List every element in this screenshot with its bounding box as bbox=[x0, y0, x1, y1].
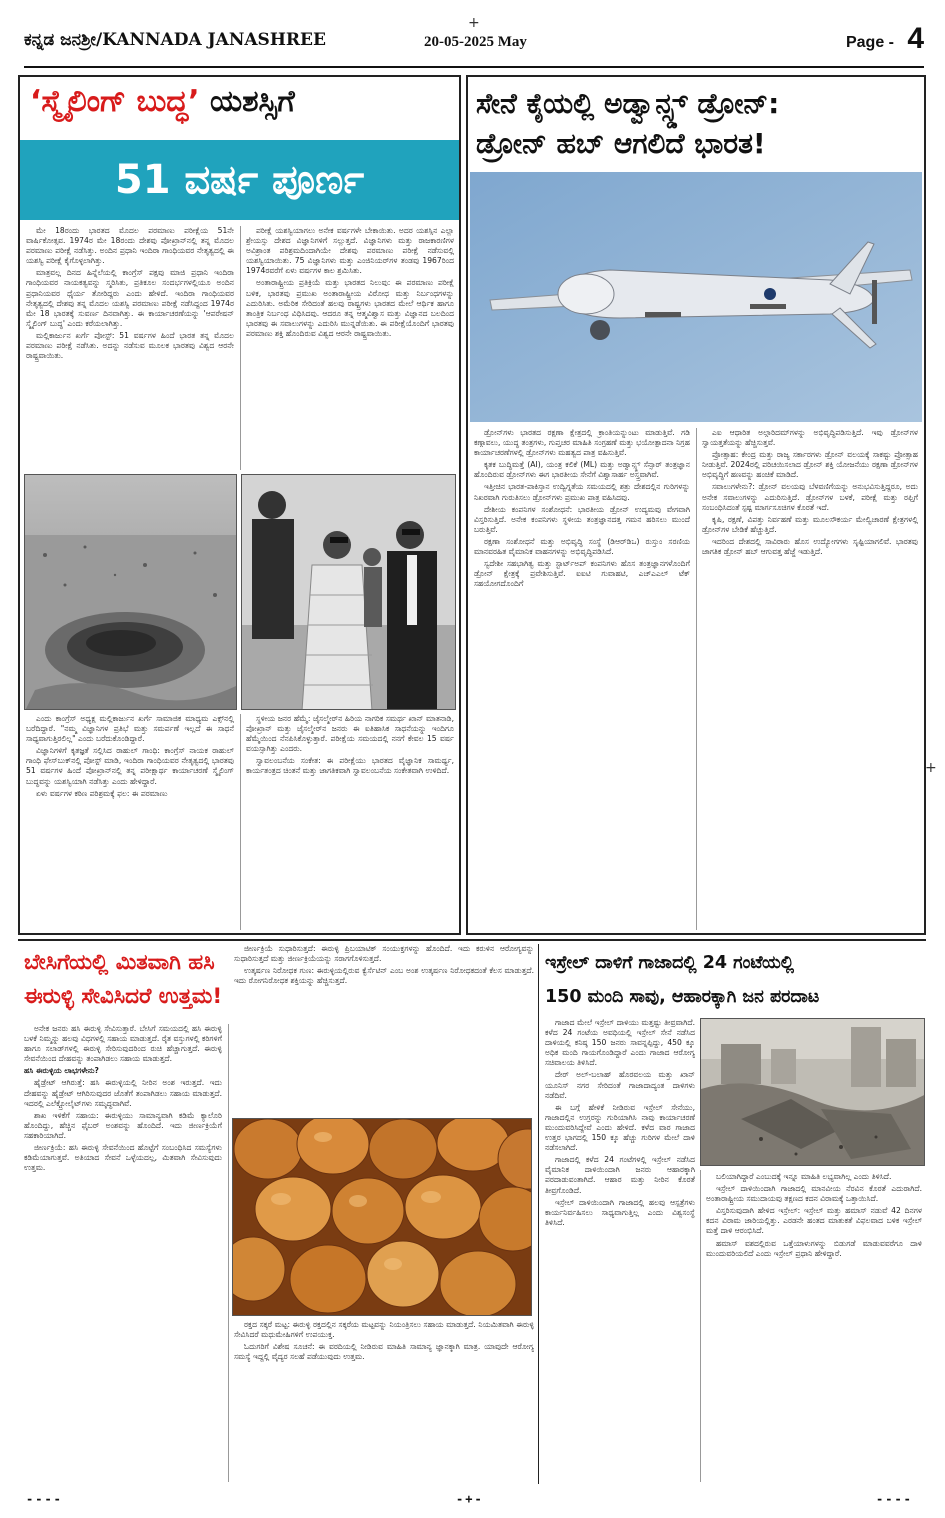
onions-photo-svg bbox=[233, 1119, 532, 1316]
story1-col-divider-bottom bbox=[240, 714, 241, 930]
footer-mark-right: ---- bbox=[876, 1492, 913, 1506]
story4-col2-p2: ಇಸ್ರೇಲ್ ದಾಳಿಯಿಂದಾಗಿ ಗಾಜಾದಲ್ಲಿ ಮಾನವೀಯ ನೆರವಿನ ಕೊರತೆ ಎದುರಾಗಿದೆ. ಅಂತಾರಾಷ್ಟ್ರೀಯ ಸಮುದಾಯವು ತಕ್ಷಣದ ಕದನ ವಿರಾಮಕ್ಕೆ ಒತ್ತಾಯಿಸಿದೆ. bbox=[706, 1184, 922, 1204]
story3-col1-p3: ಶಾಖ ಇಳಿಕೆಗೆ ಸಹಾಯ: ಈರುಳ್ಳಿಯು ಸಾಮಾನ್ಯವಾಗಿ ಕಡಿಮೆ ಕ್ಯಾಲೊರಿ ಹೊಂದಿದ್ದು, ಹೆಚ್ಚಿನ ಫೈಬರ್ ಅಂಶವನ್ನು ಹೊಂದಿದೆ. ಇದು ಜೀರ್ಣಕ್ರಿಯೆಗೆ ಸಹಕಾರಿಯಾಗಿದೆ. bbox=[24, 1110, 222, 1140]
story2-col2-p2: ಪ್ರೋತ್ಸಾಹ: ಕೇಂದ್ರ ಮತ್ತು ರಾಜ್ಯ ಸರ್ಕಾರಗಳು ಡ್ರೋನ್ ವಲಯಕ್ಕೆ ಸಾಕಷ್ಟು ಪ್ರೋತ್ಸಾಹ ನೀಡುತ್ತಿವೆ. 2024ರಲ್ಲಿ ಪರಿಚಯಿಸಲಾದ ಡ್ರೋನ್ ಶಕ್ತಿ ಯೋಜನೆಯು ರಕ್ಷಣಾ ಡ್ರೋನ್‌ಗಳ ಅಭಿವೃದ್ಧಿಗೆ ಹಣವನ್ನು ಹಂಚಿಕೆ ಮಾಡಿದೆ. bbox=[702, 450, 918, 480]
visit-photo-svg bbox=[242, 475, 456, 710]
footer-mark-center: -+- bbox=[456, 1492, 484, 1506]
story1-headline bbox=[30, 85, 450, 120]
story3-col1 bbox=[24, 1024, 222, 1482]
gaza-photo-svg bbox=[701, 1019, 925, 1166]
story2-col2-p3: ಸವಾಲುಗಳೇನು?: ಡ್ರೋನ್ ವಲಯವು ಬೆಳವಣಿಗೆಯನ್ನು ಅನುಭವಿಸುತ್ತಿದ್ದರೂ, ಅದು ಅನೇಕ ಸವಾಲುಗಳನ್ನು ಎದುರಿಸುತ್ತಿದೆ. ಡ್ರೋನ್‌ಗಳ ಬಳಕೆ, ಪರೀಕ್ಷೆ ಮತ್ತು ರಫ್ತಿಗೆ ಸಂಬಂಧಿಸಿದಂತೆ ಸ್ಪಷ್ಟ ಮಾರ್ಗಸೂಚಿಗಳ ಕೊರತೆ ಇದೆ. bbox=[702, 482, 918, 512]
story2-col2 bbox=[702, 428, 918, 930]
story1-col2-p2: ಅಂತಾರಾಷ್ಟ್ರೀಯ ಪ್ರತಿಕ್ರಿಯೆ ಮತ್ತು ಭಾರತದ ನಿಲುವು: ಈ ಪರಮಾಣು ಪರೀಕ್ಷೆ ಬಳಿಕ, ಭಾರತವು ಪ್ರಮುಖ ಅಂತಾರಾಷ್ಟ್ರೀಯ ವಿರೋಧ ಮತ್ತು ನಿರ್ಬಂಧಗಳನ್ನು ಎದುರಿಸಿತು. ಅಮೆರಿಕ ಸೇರಿದಂತೆ ಹಲವು ರಾಷ್ಟ್ರಗಳು ಭಾರತದ ಮೇಲೆ ಆರ್ಥಿಕ ಹಾಗೂ ತಾಂತ್ರಿಕ ನಿರ್ಬಂಧ ವಿಧಿಸಿದವು. ಆದರೂ ತನ್ನ ಆತ್ಮವಿಶ್ವಾಸ ಮತ್ತು ವಿಜ್ಞಾನದ ಬಲದಿಂದ ಭಾರತವು ಈ ಸವಾಲುಗಳನ್ನು ಎದುರಿಸಿ ಮುನ್ನಡೆಯಿತು. ಈ ಪರೀಕ್ಷೆಯೊಂದಿಗೆ ಭಾರತವು ಪರಮಾಣು ಶಕ್ತಿ ಹೊಂದಿರುವ ವಿಶ್ವದ ಆರನೇ ರಾಷ್ಟ್ರವಾಯಿತು. bbox=[246, 278, 454, 338]
crater-photo-svg bbox=[25, 475, 237, 710]
masthead bbox=[24, 22, 924, 68]
story1-banner-text: 51 ವರ್ಷ ಪೂರ್ಣ bbox=[114, 157, 365, 203]
page-label: Page - bbox=[845, 34, 894, 51]
story3-col1-subhead: ಹಸಿ ಈರುಳ್ಳಿಯ ಲಾಭಗಳೇನು? bbox=[24, 1066, 99, 1076]
story1-col1-p1: ಮೇ 18ರಂದು ಭಾರತದ ಮೊದಲ ಪರಮಾಣು ಪರೀಕ್ಷೆಯ 51ನೇ ವಾರ್ಷಿಕೋತ್ಸವ. 1974ರ ಮೇ 18ರಂದು ದೇಶವು ಪೋಖ್ರಾನ್‌ನಲ್ಲಿ ತನ್ನ ಮೊದಲ ಪರಮಾಣು ಪರೀಕ್ಷೆ ನಡೆಸಿತ್ತು. ಅಂದಿನ ಪ್ರಧಾನಿ ಇಂದಿರಾ ಗಾಂಧಿಯವರ ನೇತೃತ್ವದಲ್ಲಿ ಈ ಯಶಸ್ವಿ ಪರೀಕ್ಷೆ ಕೈಗೊಳ್ಳಲಾಗಿತ್ತು. bbox=[26, 226, 234, 266]
onions-photo bbox=[232, 1118, 532, 1316]
indira-gandhi-visit-photo bbox=[241, 474, 456, 710]
issue-date: 20-05-2025 May bbox=[424, 34, 527, 50]
story1-col4 bbox=[246, 714, 454, 930]
story4-col2 bbox=[706, 1172, 922, 1482]
story4-headline bbox=[545, 946, 930, 1014]
story2-col1-p5: ರಕ್ಷಣಾ ಸಂಶೋಧನೆ ಮತ್ತು ಅಭಿವೃದ್ಧಿ ಸಂಸ್ಥೆ (ಡಿಆರ್‌ಡಿಒ) ರುಸ್ತುಂ ಸರಣಿಯ ಮಾನವರಹಿತ ವೈಮಾನಿಕ ವಾಹನಗಳನ್ನು ಅಭಿವೃದ್ಧಿಪಡಿಸಿದೆ. bbox=[474, 536, 690, 557]
story3-col2-p1: ಜೀರ್ಣಕ್ರಿಯೆ ಸುಧಾರಿಸುತ್ತದೆ: ಈರುಳ್ಳಿ ಪ್ರಿಬಯಾಟಿಕ್ ಸಂಯುಕ್ತಗಳನ್ನು ಹೊಂದಿದೆ. ಇದು ಕರುಳಿನ ಆರೋಗ್ಯವನ್ನು ಸುಧಾರಿಸುತ್ತದೆ ಮತ್ತು ಜೀರ್ಣಕ್ರಿಯೆಯನ್ನು ಸರಾಗಗೊಳಿಸುತ್ತದೆ. bbox=[234, 944, 534, 964]
story2-col1-p3: ಇತ್ತೀಚಿನ ಭಾರತ-ಪಾಕಿಸ್ತಾನ ಉದ್ವಿಗ್ನತೆಯ ಸಮಯದಲ್ಲಿ ಶತ್ರು ದೇಶದಲ್ಲಿನ ಗುರಿಗಳನ್ನು ನಿಖರವಾಗಿ ಗುರುತಿಸಲು ಡ್ರೋನ್‌ಗಳು ಪ್ರಮುಖ ಪಾತ್ರ ವಹಿಸಿದವು. bbox=[474, 482, 690, 502]
story4-col-divider bbox=[700, 1170, 701, 1482]
publication-name: ಕನ್ನಡ ಜನಶ್ರೀ/KANNADA JANASHREE bbox=[24, 30, 326, 50]
story1-col3-p3: ಏಳು ವರ್ಷಗಳ ಕಠಿಣ ಪರಿಶ್ರಮಕ್ಕೆ ಫಲ: ಈ ಪರಮಾಣು bbox=[36, 788, 168, 798]
story1-col4-p2: ಸ್ವಾವಲಂಬನೆಯ ಸಂಕೇತ: ಈ ಪರೀಕ್ಷೆಯು ಭಾರತದ ವೈಜ್ಞಾನಿಕ ಸಾಮರ್ಥ್ಯ, ಕಾರ್ಯತಂತ್ರದ ಚಿಂತನೆ ಮತ್ತು ಜಾಗತಿಕವಾಗಿ ಸ್ವಾವಲಂಬನೆಯ ಸಂಕೇತವಾಗಿ ಉಳಿದಿದೆ. bbox=[246, 756, 454, 776]
story3-col2-p4: ಓದುಗರಿಗೆ ವಿಶೇಷ ಸೂಚನೆ: ಈ ವರದಿಯಲ್ಲಿ ನೀಡಿರುವ ಮಾಹಿತಿ ಸಾಮಾನ್ಯ ಜ್ಞಾನಕ್ಕಾಗಿ ಮಾತ್ರ. ಯಾವುದೇ ಆರೋಗ್ಯ ಸಮಸ್ಯೆ ಇದ್ದಲ್ಲಿ ವೈದ್ಯರ ಸಲಹೆ ಪಡೆಯುವುದು ಉತ್ತಮ. bbox=[234, 1342, 534, 1362]
story1-col4-p1: ಸ್ಥಳೀಯ ಜನರ ಹೆಮ್ಮೆ: ಜೈಸಲ್ಮೇರ್‌ನ ಹಿರಿಯ ನಾಗರಿಕ ಸಮರ್ಥ ಖಾನ್ ಮಾತನಾಡಿ, ಪೋಖ್ರಾನ್ ಮತ್ತು ಜೈಸಲ್ಮೇರ್‌ನ ಜನರು ಈ ಐತಿಹಾಸಿಕ ಸಾಧನೆಯನ್ನು ಇಂದಿಗೂ ಹೆಮ್ಮೆಯಿಂದ ನೆನಪಿಸಿಕೊಳ್ಳುತ್ತಾರೆ. ಪರೀಕ್ಷೆಯ ಸಮಯದಲ್ಲಿ ನನಗೆ ಕೇವಲ 15 ವರ್ಷ ವಯಸ್ಸಾಗಿತ್ತು ಎಂದರು. bbox=[246, 714, 454, 754]
story3-col-divider bbox=[228, 1024, 229, 1482]
drone-photo-svg bbox=[470, 172, 922, 422]
story4-col2-p4: ಹಮಾಸ್ ವಶದಲ್ಲಿರುವ ಒತ್ತೆಯಾಳುಗಳನ್ನು ಬಿಡುಗಡೆ ಮಾಡುವವರೆಗೂ ದಾಳಿ ಮುಂದುವರಿಯಲಿದೆ ಎಂದು ಇಸ್ರೇಲ್ ಪ್ರಧಾನಿ ಹೇಳಿದ್ದಾರೆ. bbox=[706, 1238, 922, 1258]
story4-left-divider bbox=[538, 944, 539, 1484]
story1-col-divider-top bbox=[240, 226, 241, 470]
story2-col1-p1: ಡ್ರೋನ್‌ಗಳು ಭಾರತದ ರಕ್ಷಣಾ ಕ್ಷೇತ್ರದಲ್ಲಿ ಕ್ರಾಂತಿಯನ್ನುಂಟು ಮಾಡುತ್ತಿವೆ. ಗಡಿ ಕಣ್ಗಾವಲು, ಯುದ್ಧ ತಂತ್ರಗಳು, ಗುಪ್ತಚರ ಮಾಹಿತಿ ಸಂಗ್ರಹಣೆ ಮತ್ತು ಭಯೋತ್ಪಾದನಾ ನಿಗ್ರಹ ಕಾರ್ಯಾಚರಣೆಗಳಲ್ಲಿ ಡ್ರೋನ್‌ಗಳು ಮಹತ್ವದ ಪಾತ್ರ ವಹಿಸುತ್ತಿವೆ. bbox=[474, 428, 690, 458]
story3-col2-top bbox=[234, 944, 534, 1114]
page-number: 4 bbox=[907, 22, 924, 55]
story3-col2-p3: ರಕ್ತದ ಸಕ್ಕರೆ ಮಟ್ಟ: ಈರುಳ್ಳಿ ರಕ್ತದಲ್ಲಿನ ಸಕ್ಕರೆಯ ಮಟ್ಟವನ್ನು ನಿಯಂತ್ರಿಸಲು ಸಹಾಯ ಮಾಡುತ್ತದೆ. ನಿಯಮಿತವಾಗಿ ಈರುಳ್ಳಿ ಸೇವಿಸಿದರೆ ಮಧುಮೇಹಿಗಳಿಗೆ ಉಪಯುಕ್ತ. bbox=[234, 1320, 534, 1340]
story4-col2-p3: ವಿಸ್ತರಿಸುವುದಾಗಿ ಹೇಳಿದ ಇಸ್ರೇಲ್: ಇಸ್ರೇಲ್ ಮತ್ತು ಹಮಾಸ್ ನಡುವೆ 42 ದಿನಗಳ ಕದನ ವಿರಾಮ ಜಾರಿಯಲ್ಲಿತ್ತು. ಎರಡನೇ ಹಂತದ ಮಾತುಕತೆ ವಿಫಲವಾದ ಬಳಿಕ ಇಸ್ರೇಲ್ ಮತ್ತೆ ದಾಳಿ ಆರಂಭಿಸಿದೆ. bbox=[706, 1206, 922, 1236]
story4-col2-p1: ಬಲಿಯಾಗಿದ್ದಾರೆ ಎಂಬುದಕ್ಕೆ ಇನ್ನೂ ಮಾಹಿತಿ ಲಭ್ಯವಾಗಿಲ್ಲ ಎಂದು ತಿಳಿಸಿದೆ. bbox=[716, 1172, 892, 1181]
story1-col1-p2: ಮಾತ್ರವಲ್ಲ ದಿನದ ಹಿನ್ನೆಲೆಯಲ್ಲಿ ಕಾಂಗ್ರೆಸ್ ಪಕ್ಷವು ಮಾಜಿ ಪ್ರಧಾನಿ ಇಂದಿರಾ ಗಾಂಧಿಯವರ ನಾಯಕತ್ವವನ್ನು ಸ್ಮರಿಸಿತು, ಪ್ರತಿಕೂಲ ಸಂದರ್ಭಗಳಲ್ಲಿಯೂ ಅಂದಿನ ಪ್ರಧಾನಿಯವರ ಧೈರ್ಯ ತೋರಿದ್ದರು ಎಂದು ಹೇಳಿದೆ. ಇಂದಿರಾ ಗಾಂಧಿಯವರ ನೇತೃತ್ವದಲ್ಲಿ ದೇಶವು ತನ್ನ ಮೊದಲ ಯಶಸ್ವಿ ಪರಮಾಣು ಪರೀಕ್ಷೆ ನಡೆಸಿದ್ದಂದ 1974ರ ಮೇ 18 ಭಾರತಕ್ಕೆ ಸುವರ್ಣ ದಿನವಾಗಿತ್ತು. ಈ ಕಾರ್ಯಾಚರಣೆಯನ್ನು 'ಆಪರೇಷನ್ ಸ್ಮೈಲಿಂಗ್ ಬುದ್ಧ' ಎಂದು ಕರೆಯಲಾಗಿತ್ತು. bbox=[26, 268, 234, 328]
story1-headline-black: ಯಶಸ್ಸಿಗೆ bbox=[199, 84, 295, 119]
gaza-rubble-photo bbox=[700, 1018, 925, 1166]
story2-col-divider bbox=[696, 428, 697, 930]
story3-headline-line1: ಬೇಸಿಗೆಯಲ್ಲಿ ಮಿತವಾಗಿ ಹಸಿ bbox=[24, 950, 215, 975]
story2-col2-p1: ಎಐ ಆಧಾರಿತ ಅಲ್ಗಾರಿದಮ್‌ಗಳನ್ನು ಅಭಿವೃದ್ಧಿಪಡಿಸುತ್ತಿದೆ. ಇವು ಡ್ರೋನ್‌ಗಳ ಸ್ವಾಯತ್ತತೆಯನ್ನು ಹೆಚ್ಚಿಸುತ್ತವೆ. bbox=[702, 428, 918, 448]
story1-col3-p2: ವಿಜ್ಞಾನಿಗಳಿಗೆ ಕೃತಜ್ಞತೆ ಸಲ್ಲಿಸಿದ ರಾಹುಲ್ ಗಾಂಧಿ: ಕಾಂಗ್ರೆಸ್ ನಾಯಕ ರಾಹುಲ್ ಗಾಂಧಿ ಫೇಸ್‌ಬುಕ್‌ನಲ್ಲಿ ಪೋಸ್ಟ್ ಮಾಡಿ, ಇಂದಿರಾ ಗಾಂಧಿಯವರ ನೇತೃತ್ವದಲ್ಲಿ ಭಾರತವು 51 ವರ್ಷಗಳ ಹಿಂದೆ ಪೋಖ್ರಾನ್‌ನಲ್ಲಿ ತನ್ನ ಪರೀಕ್ಷಾರ್ಥ ಕಾರ್ಯಾಚರಣೆ ಸ್ಮೈಲಿಂಗ್ ಬುದ್ಧವನ್ನು ಯಶಸ್ವಿಯಾಗಿ ನಡೆಸಿತ್ತು ಎಂದು ಹೇಳಿದ್ದಾರೆ. bbox=[26, 746, 234, 786]
pokhran-crater-photo bbox=[24, 474, 237, 710]
story2-headline-line2: ಡ್ರೋನ್ ಹಬ್ ಆಗಲಿದೆ ಭಾರತ! bbox=[476, 127, 766, 160]
mq9-drone-photo bbox=[470, 172, 922, 422]
story4-col1-p5: ಇಸ್ರೇಲ್ ದಾಳಿಯಿಂದಾಗಿ ಗಾಜಾದಲ್ಲಿ ಹಲವು ಆಸ್ಪತ್ರೆಗಳು ಕಾರ್ಯನಿರ್ವಹಿಸಲು ಸಾಧ್ಯವಾಗುತ್ತಿಲ್ಲ ಎಂದು ವಿಶ್ವಸಂಸ್ಥೆ ತಿಳಿಸಿದೆ. bbox=[545, 1197, 695, 1227]
story1-col3 bbox=[26, 714, 234, 930]
story2-col2-p4: ಕೃಷಿ, ರಕ್ಷಣೆ, ವಿಪತ್ತು ನಿರ್ವಹಣೆ ಮತ್ತು ಮೂಲಸೌಕರ್ಯ ಮೇಲ್ವಿಚಾರಣೆ ಕ್ಷೇತ್ರಗಳಲ್ಲಿ ಡ್ರೋನ್‌ಗಳ ಬೇಡಿಕೆ ಹೆಚ್ಚುತ್ತಿದೆ. bbox=[702, 514, 918, 534]
story3-headline-line2: ಈರುಳ್ಳಿ ಸೇವಿಸಿದರೆ ಉತ್ತಮ! bbox=[24, 984, 223, 1009]
story1-col1-p3: ಮಲ್ಲಿಕಾರ್ಜುನ ಖರ್ಗೆ ಪೋಸ್ಟ್: 51 ವರ್ಷಗಳ ಹಿಂದೆ ಭಾರತ ತನ್ನ ಮೊದಲ ಪರಮಾಣು ಪರೀಕ್ಷೆ ನಡೆಸಿತು. ಅದನ್ನು ನಡೆಸುವ ಮೂಲಕ ಭಾರತವು ವಿಶ್ವದ ಆರನೇ ರಾಷ್ಟ್ರವಾಯಿತು. bbox=[26, 330, 234, 361]
story3-col1-p1: ಅನೇಕ ಜನರು ಹಸಿ ಈರುಳ್ಳಿ ಸೇವಿಸುತ್ತಾರೆ. ಬೇಸಿಗೆ ಸಮಯದಲ್ಲಿ ಹಸಿ ಈರುಳ್ಳಿ ಬಳಕೆ ನಿಮ್ಮನ್ನು ಹಲವು ವಿಧಗಳಲ್ಲಿ ಸಹಾಯ ಮಾಡುತ್ತದೆ. ರೈತ ವಸ್ತುಗಳಲ್ಲಿ ಕರಿಗಳಿಗೆ ಹಾಗೂ ಸಲಾಡ್‌ಗಳಲ್ಲಿ ಈರುಳ್ಳಿ ಸೇರಿಸುವುದರಿಂದ ರುಚಿ ಹೆಚ್ಚಾಗುತ್ತದೆ. ಈರುಳ್ಳಿ ಸೇವನೆಯಿಂದ ದೇಹವನ್ನು ತಂಪಾಗಿಡಲು ಸಹಾಯ ಮಾಡುತ್ತದೆ. bbox=[24, 1024, 222, 1064]
story2-col1 bbox=[474, 428, 690, 930]
story4-headline-line1: ಇಸ್ರೇಲ್ ದಾಳಿಗೆ ಗಾಜಾದಲ್ಲಿ 24 ಗಂಟೆಯಲ್ಲಿ bbox=[545, 953, 794, 973]
registration-mark-right: + bbox=[925, 760, 937, 776]
story2-headline bbox=[476, 84, 920, 164]
story4-col1-p3: ಈ ಬಗ್ಗೆ ಹೇಳಿಕೆ ನೀಡಿರುವ ಇಸ್ರೇಲ್ ಸೇನೆಯು, ಗಾಜಾದಲ್ಲಿನ ಉಗ್ರರನ್ನು ಗುರಿಯಾಗಿಸಿ ನಾವು ಕಾರ್ಯಾಚರಣೆ ಮುಂದುವರಿಸಿದ್ದೇವೆ ಎಂದು ಹೇಳಿದೆ. ಕಳೆದ ವಾರ ಗಾಜಾದ ಉತ್ತರ ಭಾಗದಲ್ಲಿ 150 ಕ್ಕೂ ಹೆಚ್ಚು ಗುರಿಗಳ ಮೇಲೆ ದಾಳಿ ನಡೆಸಲಾಗಿದೆ. bbox=[545, 1102, 695, 1153]
story1-col1 bbox=[26, 226, 234, 470]
registration-mark-top: + bbox=[468, 15, 480, 31]
story4-col1-p1: ಗಾಜಾದ ಮೇಲೆ ಇಸ್ರೇಲ್ ದಾಳಿಯು ಮತ್ತಷ್ಟು ತೀವ್ರವಾಗಿದೆ. ಕಳೆದ 24 ಗಂಟೆಯ ಅವಧಿಯಲ್ಲಿ ಇಸ್ರೇಲ್ ಸೇನೆ ನಡೆಸಿದ ದಾಳಿಯಲ್ಲಿ ಕನಿಷ್ಠ 150 ಜನರು ಸಾವನ್ನಪ್ಪಿದ್ದು, 450 ಕ್ಕೂ ಅಧಿಕ ಮಂದಿ ಗಾಯಗೊಂಡಿದ್ದಾರೆ ಎಂದು ಗಾಜಾದ ಆರೋಗ್ಯ ಸಚಿವಾಲಯ ತಿಳಿಸಿದೆ. bbox=[545, 1018, 695, 1068]
footer-mark-left: ---- bbox=[26, 1492, 63, 1506]
story4-col1-p4: ಗಾಜಾದಲ್ಲಿ ಕಳೆದ 24 ಗಂಟೆಗಳಲ್ಲಿ ಇಸ್ರೇಲ್ ನಡೆಸಿದ ವೈಮಾನಿಕ ದಾಳಿಯಿಂದಾಗಿ ಜನರು ಆಹಾರಕ್ಕಾಗಿ ಪರದಾಡುವಂತಾಗಿದೆ. ಆಹಾರ ಮತ್ತು ನೀರಿನ ಕೊರತೆ ತೀವ್ರಗೊಂಡಿದೆ. bbox=[545, 1155, 695, 1195]
story1-col2 bbox=[246, 226, 454, 470]
story4-col1 bbox=[545, 1018, 695, 1482]
story2-col1-p4: ದೇಶೀಯ ಕಂಪನಿಗಳ ಸಂಶೋಧನೆ: ಭಾರತೀಯ ಡ್ರೋನ್ ಉದ್ಯಮವು ವೇಗವಾಗಿ ವಿಸ್ತರಿಸುತ್ತಿದೆ. ಅನೇಕ ಕಂಪನಿಗಳು ಸ್ಥಳೀಯ ತಂತ್ರಜ್ಞಾನದತ್ತ ಗಮನ ಹರಿಸಲು ಮುಂದೆ ಬರುತ್ತಿವೆ. bbox=[474, 504, 690, 534]
story1-col3-p1: ಎಂದು ಕಾಂಗ್ರೆಸ್ ಅಧ್ಯಕ್ಷ ಮಲ್ಲಿಕಾರ್ಜುನ ಖರ್ಗೆ ಸಾಮಾಜಿಕ ಮಾಧ್ಯಮ ಎಕ್ಸ್‌ನಲ್ಲಿ ಬರೆದಿದ್ದಾರೆ. "ನಮ್ಮ ವಿಜ್ಞಾನಿಗಳ ಪ್ರತಿಭೆ ಮತ್ತು ಸಮರ್ಪಣೆ ಇಲ್ಲದೆ ಈ ಸಾಧನೆ ಸಾಧ್ಯವಾಗುತ್ತಿರಲಿಲ್ಲ" ಎಂದು ಬರೆದುಕೊಂಡಿದ್ದಾರೆ. bbox=[26, 714, 234, 744]
story4-col1-p2: ದೇರ್ ಅಲ್-ಬಲಾಹ್ ಹೊರವಲಯ ಮತ್ತು ಖಾನ್ ಯೂನಿಸ್ ನಗರ ಸೇರಿದಂತೆ ಗಾಜಾದಾದ್ಯಂತ ದಾಳಿಗಳು ನಡೆದಿವೆ. bbox=[545, 1070, 695, 1100]
story3-col1-p4: ಜೀರ್ಣಕ್ರಿಯೆ: ಹಸಿ ಈರುಳ್ಳಿ ಸೇವನೆಯಿಂದ ಹೊಟ್ಟೆಗೆ ಸಂಬಂಧಿಸಿದ ಸಮಸ್ಯೆಗಳು ಕಡಿಮೆಯಾಗುತ್ತವೆ. ಅತಿಯಾದ ಸೇವನೆ ಒಳ್ಳೆಯದಲ್ಲ, ಮಿತವಾಗಿ ಸೇವಿಸುವುದು ಉತ್ತಮ. bbox=[24, 1143, 222, 1173]
section-divider bbox=[18, 939, 926, 941]
story2-col2-p5: ಇದರಿಂದ ದೇಶದಲ್ಲಿ ಸಾವಿರಾರು ಹೊಸ ಉದ್ಯೋಗಗಳು ಸೃಷ್ಟಿಯಾಗಲಿವೆ. ಭಾರತವು ಜಾಗತಿಕ ಡ್ರೋನ್ ಹಬ್ ಆಗುವತ್ತ ಹೆಜ್ಜೆ ಇಡುತ್ತಿದೆ. bbox=[702, 536, 918, 557]
story2-headline-line1: ಸೇನೆ ಕೈಯಲ್ಲಿ ಅಡ್ವಾನ್ಸ್ಡ್ ಡ್ರೋನ್: bbox=[476, 87, 780, 120]
story1-banner bbox=[20, 140, 459, 220]
story1-headline-red: ‘ಸ್ಮೈಲಿಂಗ್ ಬುದ್ಧ’ bbox=[30, 84, 200, 119]
story3-col2-bottom bbox=[234, 1320, 534, 1482]
story3-col1-p2: ಹೈಡ್ರೇಟ್ ಆಗಿರುತ್ತೆ: ಹಸಿ ಈರುಳ್ಳಿಯಲ್ಲಿ ನೀರಿನ ಅಂಶ ಇರುತ್ತದೆ. ಇದು ದೇಹವನ್ನು ಹೈಡ್ರೇಟ್ ಆಗಿರಿಸುವುದರ ಜೊತೆಗೆ ತಂಪಾಗಿಡಲು ಸಹಾಯ ಮಾಡುತ್ತದೆ. ಇದರಲ್ಲಿ ಎಲೆಕ್ಟ್ರೋಲೈಟ್‌ಗಳು ಸಮೃದ್ಧವಾಗಿವೆ. bbox=[24, 1078, 222, 1108]
story2-col1-p2: ಕೃತಕ ಬುದ್ಧಿಮತ್ತೆ (AI), ಯಂತ್ರ ಕಲಿಕೆ (ML) ಮತ್ತು ಅಡ್ವಾನ್ಸ್ಡ್ ಸೆನ್ಸಾರ್ ತಂತ್ರಜ್ಞಾನ ಹೊಂದಿರುವ ಡ್ರೋನ್‌ಗಳು ಈಗ ಭಾರತೀಯ ಸೇನೆಗೆ ವಿಶ್ವಾಸಾರ್ಹ ಅಸ್ತ್ರವಾಗಿವೆ. bbox=[474, 460, 690, 480]
story3-col2-p2: ಉತ್ಕರ್ಷಣ ನಿರೋಧಕ ಗುಣ: ಈರುಳ್ಳಿಯಲ್ಲಿರುವ ಕ್ವೆರ್ಸೆಟಿನ್ ಎಂಬ ಅಂಶ ಉತ್ಕರ್ಷಣ ನಿರೋಧಕದಂತೆ ಕೆಲಸ ಮಾಡುತ್ತದೆ. ಇದು ರೋಗನಿರೋಧಕ ಶಕ್ತಿಯನ್ನು ಹೆಚ್ಚಿಸುತ್ತದೆ. bbox=[234, 966, 534, 986]
story2-col1-p6: ಸ್ವದೇಶೀ ಸಹಭಾಗಿತ್ವ ಮತ್ತು ಸ್ಟಾರ್ಟ್‌ಅಪ್ ಕಂಪನಿಗಳು ಹೊಸ ತಂತ್ರಜ್ಞಾನಗಳೊಂದಿಗೆ ಡ್ರೋನ್ ಕ್ಷೇತ್ರಕ್ಕೆ ಪ್ರವೇಶಿಸುತ್ತಿವೆ. ಐಐಟಿ ಗುವಾಹಟಿ, ಎಚ್‌ಎಎಲ್ ಟೆಕ್ ಸಹಯೋಗದೊಂದಿಗೆ bbox=[474, 559, 690, 589]
story4-headline-line2: 150 ಮಂದಿ ಸಾವು, ಆಹಾರಕ್ಕಾಗಿ ಜನ ಪರದಾಟ bbox=[545, 987, 820, 1007]
story1-col2-p1: ಪರೀಕ್ಷೆ ಯಶಸ್ವಿಯಾಗಲು ಅನೇಕ ವರ್ಷಗಳೇ ಬೇಕಾಯಿತು. ಅದರ ಯಶಸ್ಸಿನ ಎಲ್ಲಾ ಶ್ರೇಯಸ್ಸು ದೇಶದ ವಿಜ್ಞಾನಿಗಳಿಗೆ ಸಲ್ಲುತ್ತದೆ. ವಿಜ್ಞಾನಿಗಳು ಮತ್ತು ರಾಜಕಾರಣಿಗಳ ಅವಿಶ್ರಾಂತ ಪರಿಶ್ರಮದಿಂದಾಗಿಯೇ ದೇಶವು ಪರಮಾಣು ಪರೀಕ್ಷೆ ನಡೆಸುವಲ್ಲಿ ಯಶಸ್ವಿಯಾಯಿತು. 75 ವಿಜ್ಞಾನಿಗಳು ಮತ್ತು ಎಂಜಿನಿಯರ್‌ಗಳ ತಂಡವು 1967ರಿಂದ 1974ರವರೆಗೆ ಏಳು ವರ್ಷಗಳ ಕಾಲ ಶ್ರಮಿಸಿತು. bbox=[246, 226, 454, 276]
